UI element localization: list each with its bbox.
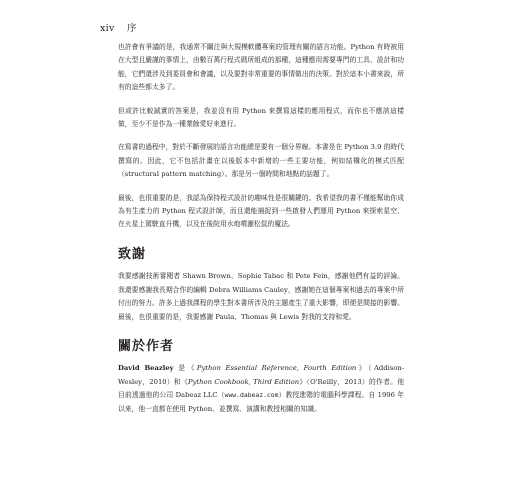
about-author-heading: 關於作者 bbox=[118, 338, 175, 354]
running-head bbox=[100, 20, 137, 34]
about-text-part: 》（O'Reilly，2013）的作者。他目前透過他的公司 Dabeaz LLC（ bbox=[118, 377, 404, 400]
paragraph-scope: 也許會有爭議的是，我通常不關注與大規模軟體專案的管理有關的語言功能。Python 有時被用在大型且嚴謹的事情上，由數百萬行程式碼所組成的那種，這種應用需要專門的工具、設計和功能，它們還涉及到委員會和會議，以及要對非常重要的事情做出的決策。對於這本小書來說，所有的這些都太多了。 bbox=[118, 43, 404, 92]
paragraph-version-cutoff: 在寫書的過程中，對於不斷發展的語言功能總是要有一個分界線。本書是在 Python 3.9 的時代撰寫的。因此，它不包括計畫在以後版本中新增的一些主要功能，例如結構化的模式匹配（structural pattern matching）。那是另一個時間和地點的話題了。 bbox=[118, 143, 404, 179]
author-name: David Beazley bbox=[118, 364, 174, 373]
website-url: www.dabeaz.com bbox=[224, 391, 279, 400]
about-text-part: 》（Addison-Wesley，2010）和《 bbox=[118, 364, 405, 386]
book-title-reference: Python Essential Reference, Fourth Edition bbox=[196, 364, 357, 373]
book-title-cookbook: Python Cookbook, Third Edition bbox=[188, 377, 300, 386]
page-body bbox=[118, 41, 404, 426]
acknowledgements-heading: 致謝 bbox=[118, 246, 147, 262]
acknowledgements-text: 我要感謝技術審閱者 Shawn Brown、Sophie Tabac 和 Pete Fein，感謝他們有益的評論。我還要感謝我長期合作的編輯 Debra Williams Cauley，感謝她在這個專案和過去的專案中所付出的努力。許多上過我課程的學生對本書所涉及的主題產生了重大影響，即便是間接的影響。最後，也很重要的是，我要感謝 Paula、Thomas 與 Lewis 對我的支持和愛。 bbox=[118, 272, 404, 321]
page-number: xiv bbox=[100, 23, 115, 34]
paragraph-fun: 最後，也很重要的是，我認為保持程式設計的趣味性是很關鍵的。我希望我的書不僅能幫助你成為有生產力的 Python 程式設計師，而且還能捕捉到一些啟發人們運用 Python 來探索星空、在火星上駕駛直升機，以及在後院用水炮噴灑松鼠的魔法。 bbox=[118, 193, 404, 229]
section-title: 序 bbox=[127, 23, 137, 34]
about-text-part: 是《 bbox=[173, 364, 197, 373]
paragraph-honest-answer: 但或許比較誠實的答案是，我並沒有用 Python 來撰寫這樣的應用程式，而你也不應該這樣做，至少不是作為一種業餘愛好來進行。 bbox=[118, 106, 404, 129]
about-text-part: ）教授進階的電腦科學課程。自 1996 年以來，他一直都在使用 Python、並撰寫、演講和教授相關的知識。 bbox=[118, 391, 404, 413]
about-author-text bbox=[118, 362, 404, 416]
